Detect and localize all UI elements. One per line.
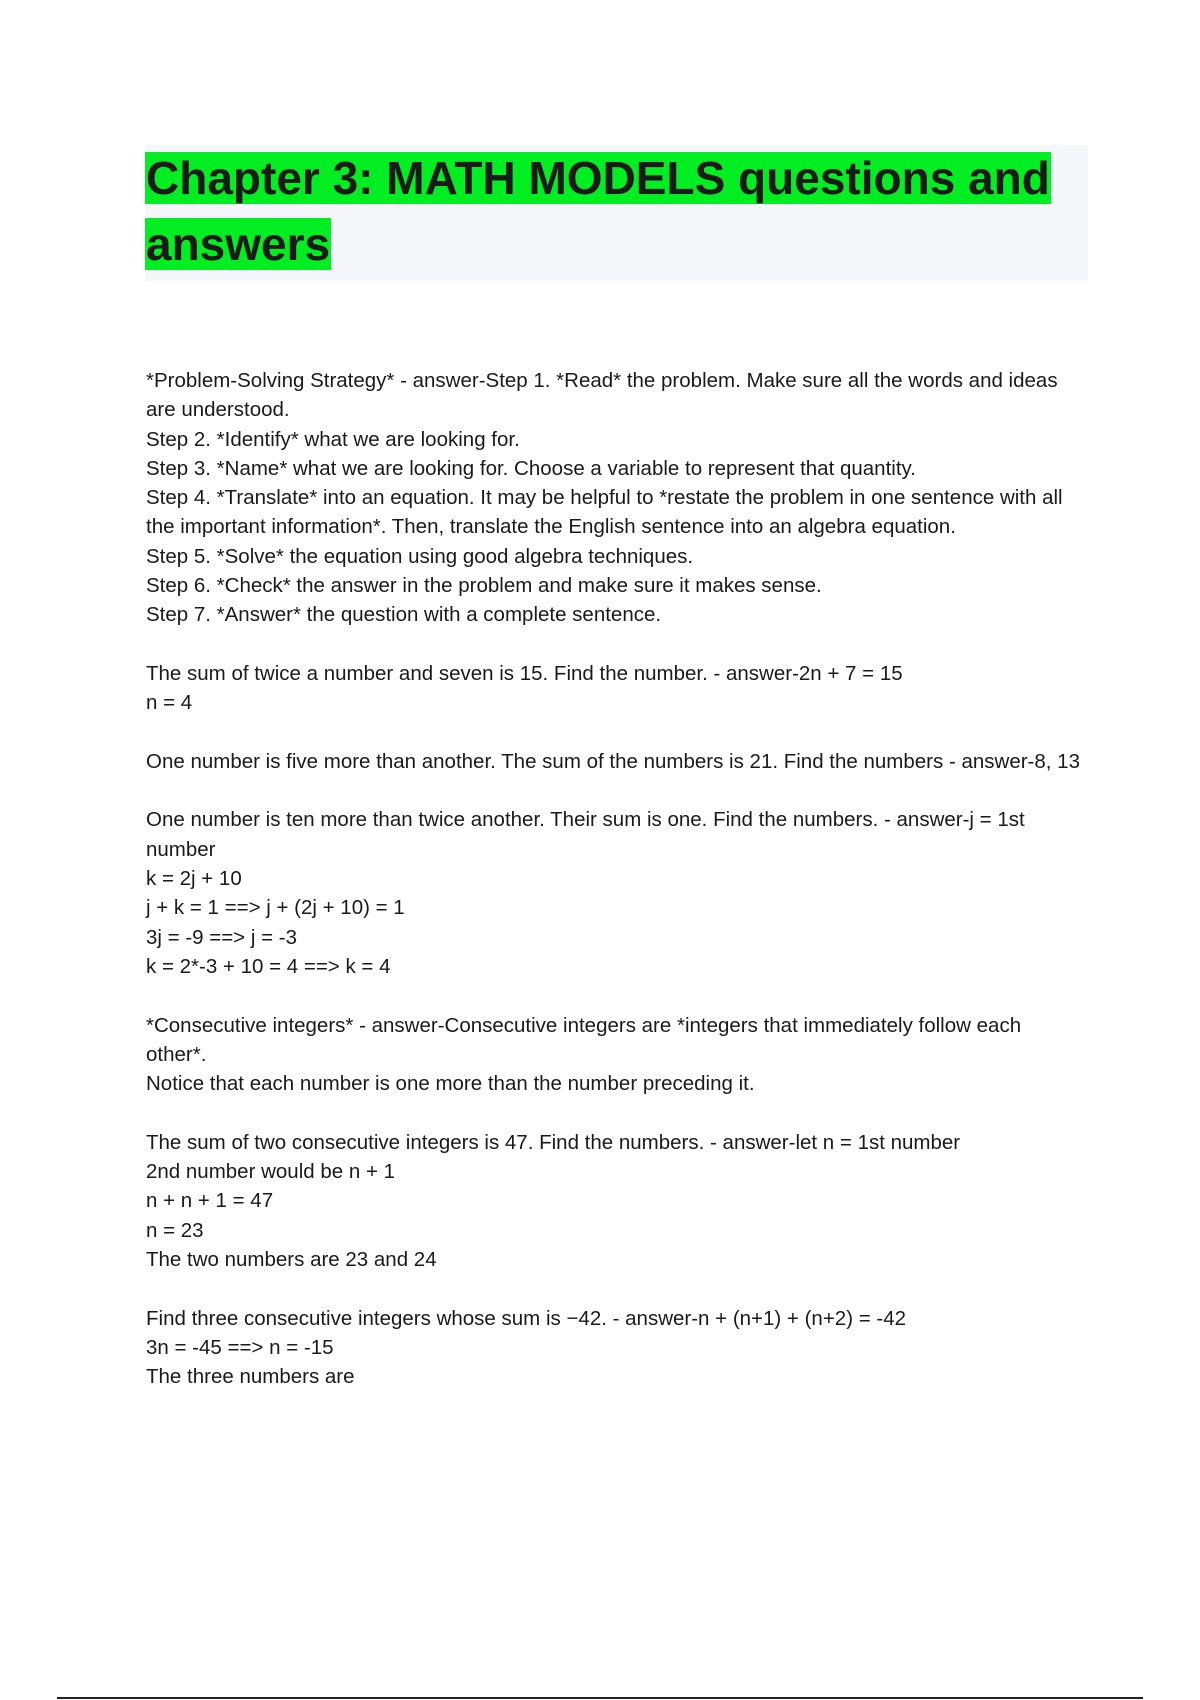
qa-entry <box>146 805 1086 981</box>
qa-entry <box>146 1304 1086 1392</box>
qa-text-line: One number is ten more than twice another. Their sum is one. Find the numbers. - answer-j = 1st number <box>146 808 1031 861</box>
qa-text-line: Step 6. *Check* the answer in the problem and make sure it makes sense. <box>146 574 822 598</box>
qa-text-line: The three numbers are <box>146 1365 355 1389</box>
qa-text-line: n = 4 <box>146 691 193 715</box>
qa-text-line: k = 2j + 10 <box>146 867 242 891</box>
title-highlight: Chapter 3: MATH MODELS questions and answers <box>146 152 1050 270</box>
qa-text-line: 3j = -9 ==> j = -3 <box>146 925 297 949</box>
qa-text-line: Find three consecutive integers whose sum is −42. - answer-n + (n+1) + (n+2) = -42 <box>146 1306 907 1330</box>
title-block <box>145 145 1088 281</box>
qa-text-line: *Consecutive integers* - answer-Consecutive integers are *integers that immediately follow each other*. <box>146 1013 1027 1066</box>
qa-text-line: Step 7. *Answer* the question with a complete sentence. <box>146 603 662 627</box>
qa-text-line: Step 2. *Identify* what we are looking for. <box>146 427 520 451</box>
document-title <box>145 145 1088 277</box>
qa-entry <box>146 747 1086 776</box>
qa-text-line: n + n + 1 = 47 <box>146 1189 274 1213</box>
qa-entry <box>146 1128 1086 1274</box>
qa-text-line: k = 2*-3 + 10 = 4 ==> k = 4 <box>146 954 391 978</box>
qa-text-line: n = 23 <box>146 1218 204 1242</box>
qa-text-line: Notice that each number is one more than the number preceding it. <box>146 1072 755 1096</box>
qa-content <box>146 366 1086 1421</box>
qa-entry <box>146 366 1086 630</box>
qa-text-line: One number is five more than another. The sum of the numbers is 21. Find the numbers - answer-8, 13 <box>146 749 1080 773</box>
page-bottom-rule <box>57 1697 1143 1699</box>
qa-text-line: *Problem-Solving Strategy* - answer-Step 1. *Read* the problem. Make sure all the words and ideas are understood. <box>146 369 1064 422</box>
qa-text-line: The two numbers are 23 and 24 <box>146 1247 437 1271</box>
qa-text-line: Step 4. *Translate* into an equation. It may be helpful to *restate the problem in one sentence with all the important information*. Then, translate the English sentence into an algebra equation. <box>146 486 1069 539</box>
qa-text-line: 3n = -45 ==> n = -15 <box>146 1335 334 1359</box>
qa-text-line: 2nd number would be n + 1 <box>146 1160 396 1184</box>
qa-entry <box>146 1011 1086 1099</box>
qa-text-line: The sum of twice a number and seven is 15. Find the number. - answer-2n + 7 = 15 <box>146 661 903 685</box>
qa-text-line: j + k = 1 ==> j + (2j + 10) = 1 <box>146 896 405 920</box>
qa-text-line: Step 3. *Name* what we are looking for. Choose a variable to represent that quantity. <box>146 456 916 480</box>
qa-text-line: Step 5. *Solve* the equation using good algebra techniques. <box>146 544 694 568</box>
qa-text-line: The sum of two consecutive integers is 47. Find the numbers. - answer-let n = 1st number <box>146 1130 961 1154</box>
qa-entry <box>146 659 1086 718</box>
